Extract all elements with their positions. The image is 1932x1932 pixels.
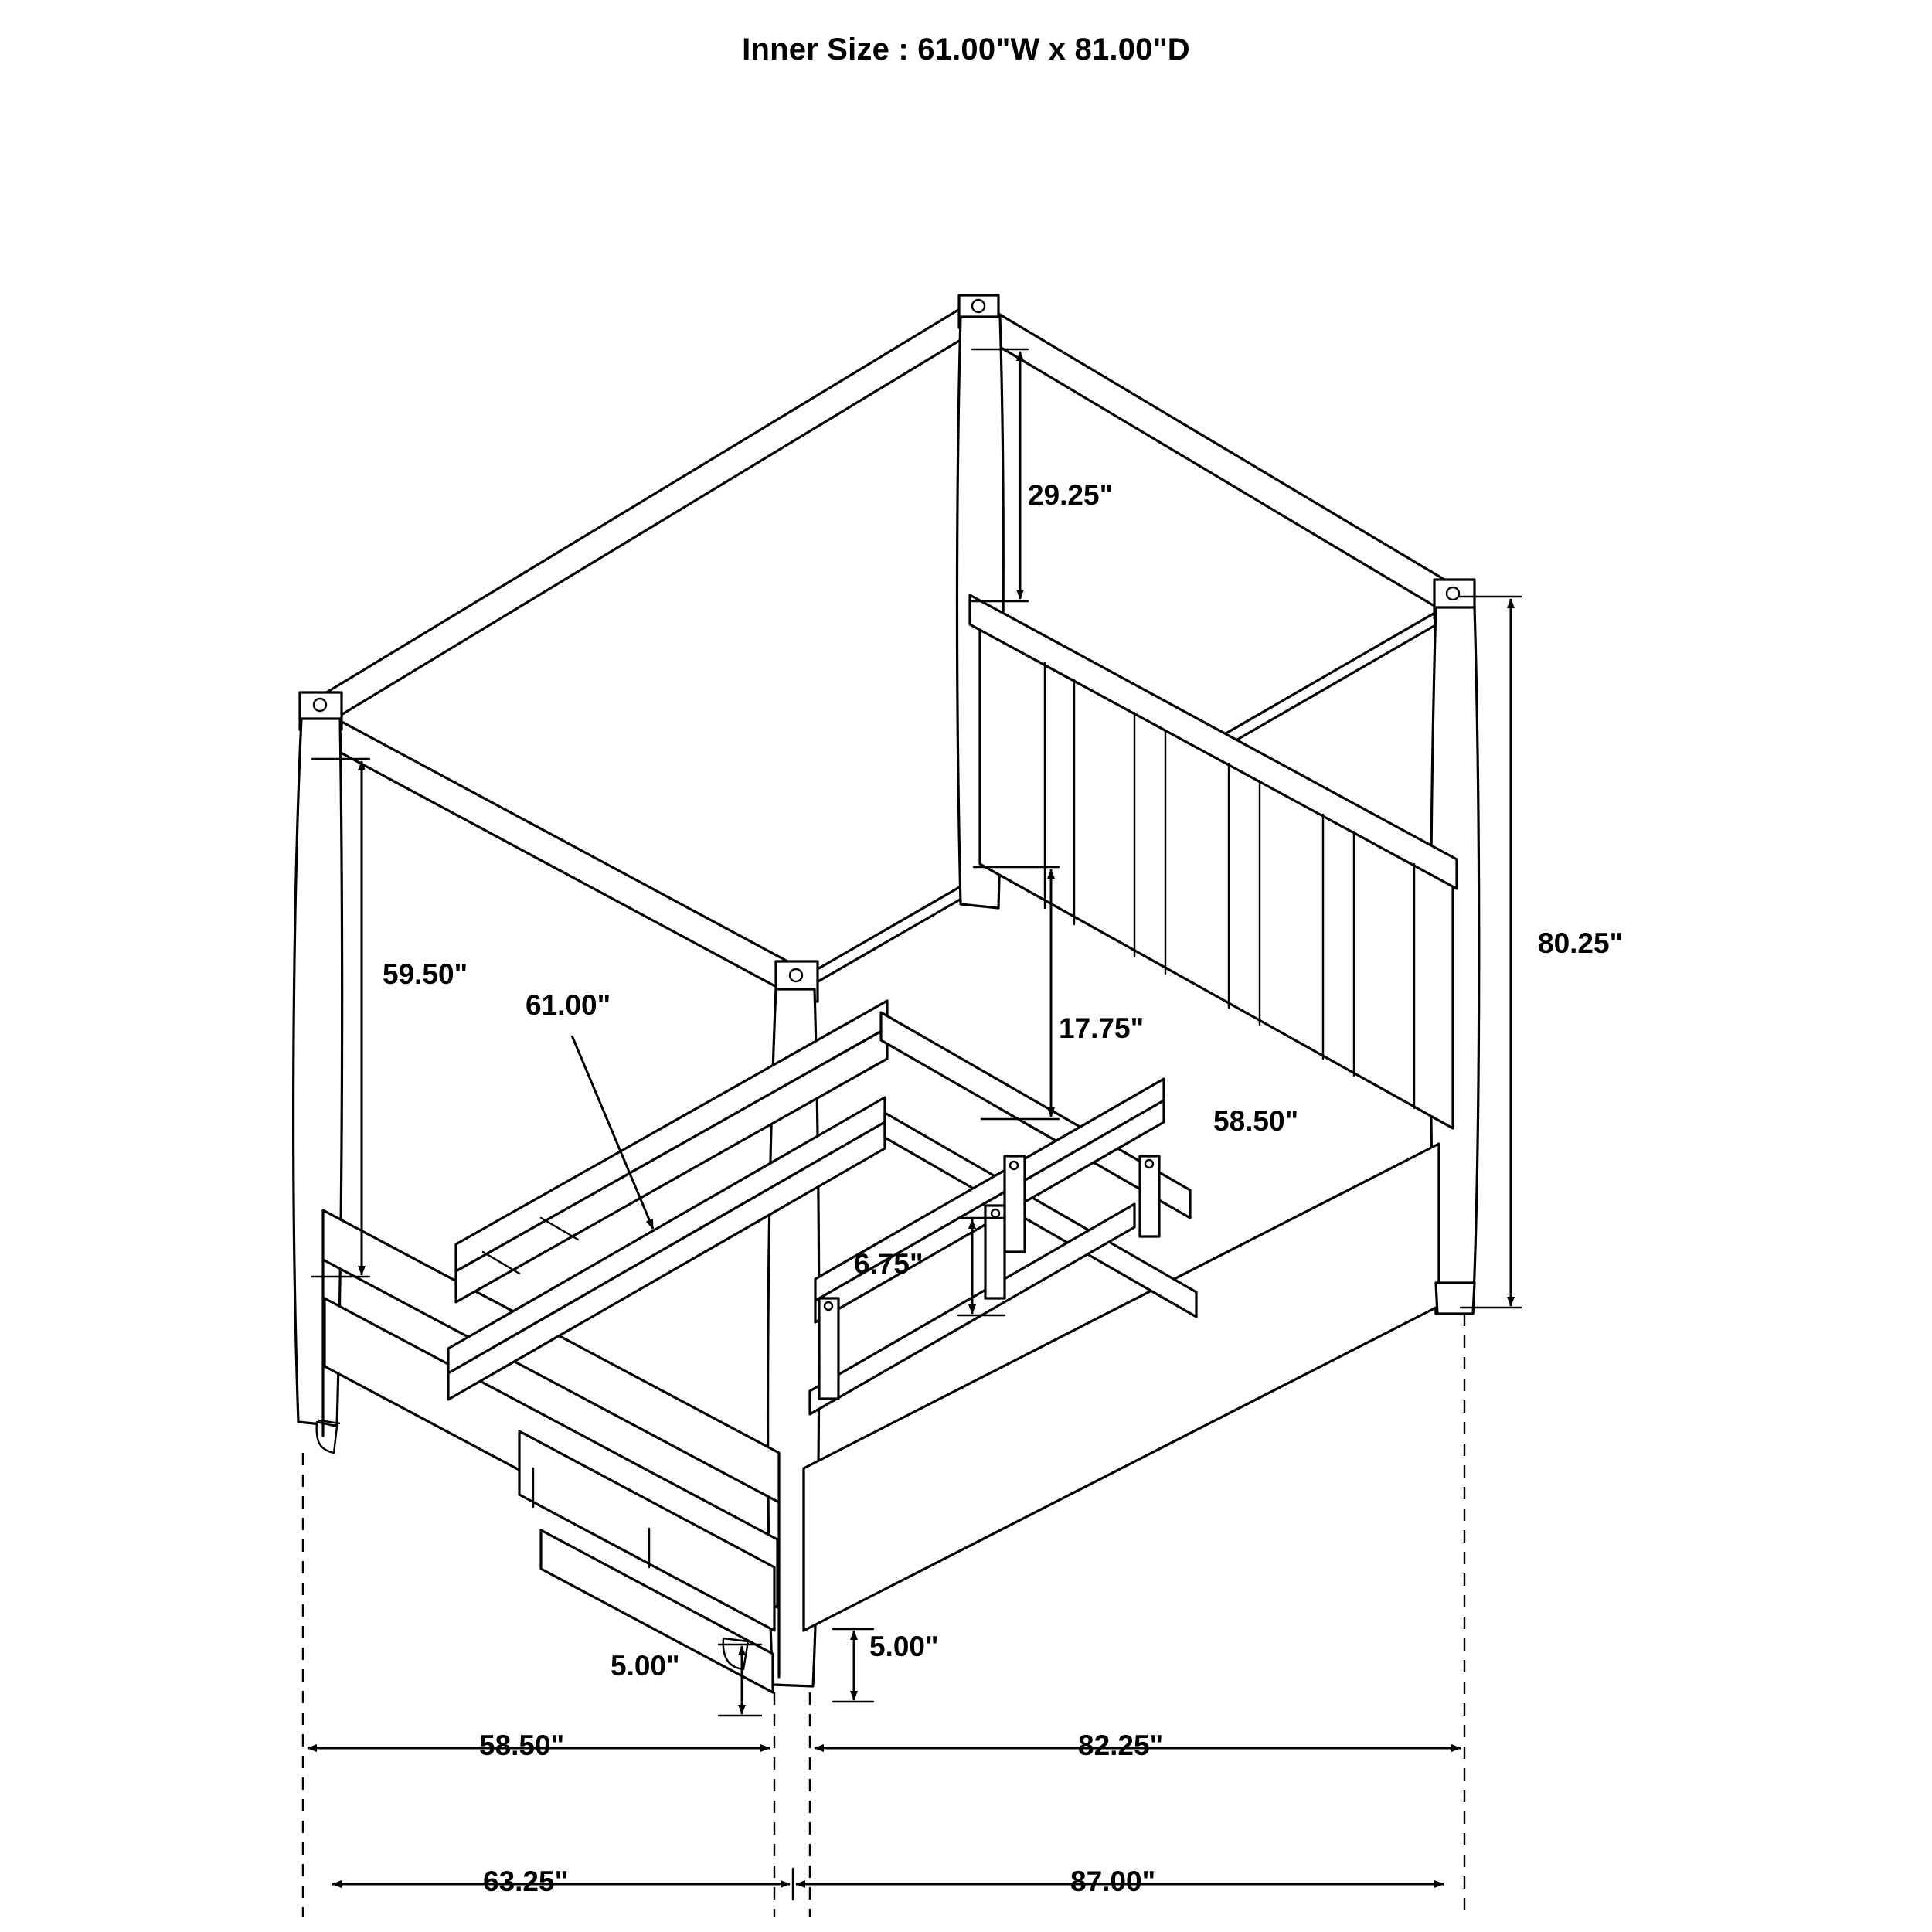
dimension-label-61-00: 61.00": [526, 989, 611, 1021]
bed-geometry: [294, 295, 1479, 1692]
dimension-label-63-25: 63.25": [483, 1866, 569, 1897]
dimension-label-87-00: 87.00": [1070, 1866, 1156, 1897]
dimension-label-17-75: 17.75": [1059, 1012, 1145, 1044]
dimension-label-5-00-left: 5.00": [611, 1650, 680, 1682]
dimension-label-58-50-width: 58.50": [479, 1730, 565, 1761]
dimension-label-59-50: 59.50": [383, 958, 468, 990]
page-title: Inner Size : 61.00"W x 81.00"D: [742, 32, 1190, 66]
dimension-label-6-75: 6.75": [854, 1248, 923, 1280]
dimension-label-29-25: 29.25": [1028, 479, 1114, 511]
dimension-label-80-25: 80.25": [1538, 927, 1624, 959]
dimension-label-5-00-right: 5.00": [869, 1631, 939, 1662]
dimension-label-82-25: 82.25": [1078, 1730, 1164, 1761]
dimension-label-58-50-headboard: 58.50": [1213, 1105, 1299, 1137]
